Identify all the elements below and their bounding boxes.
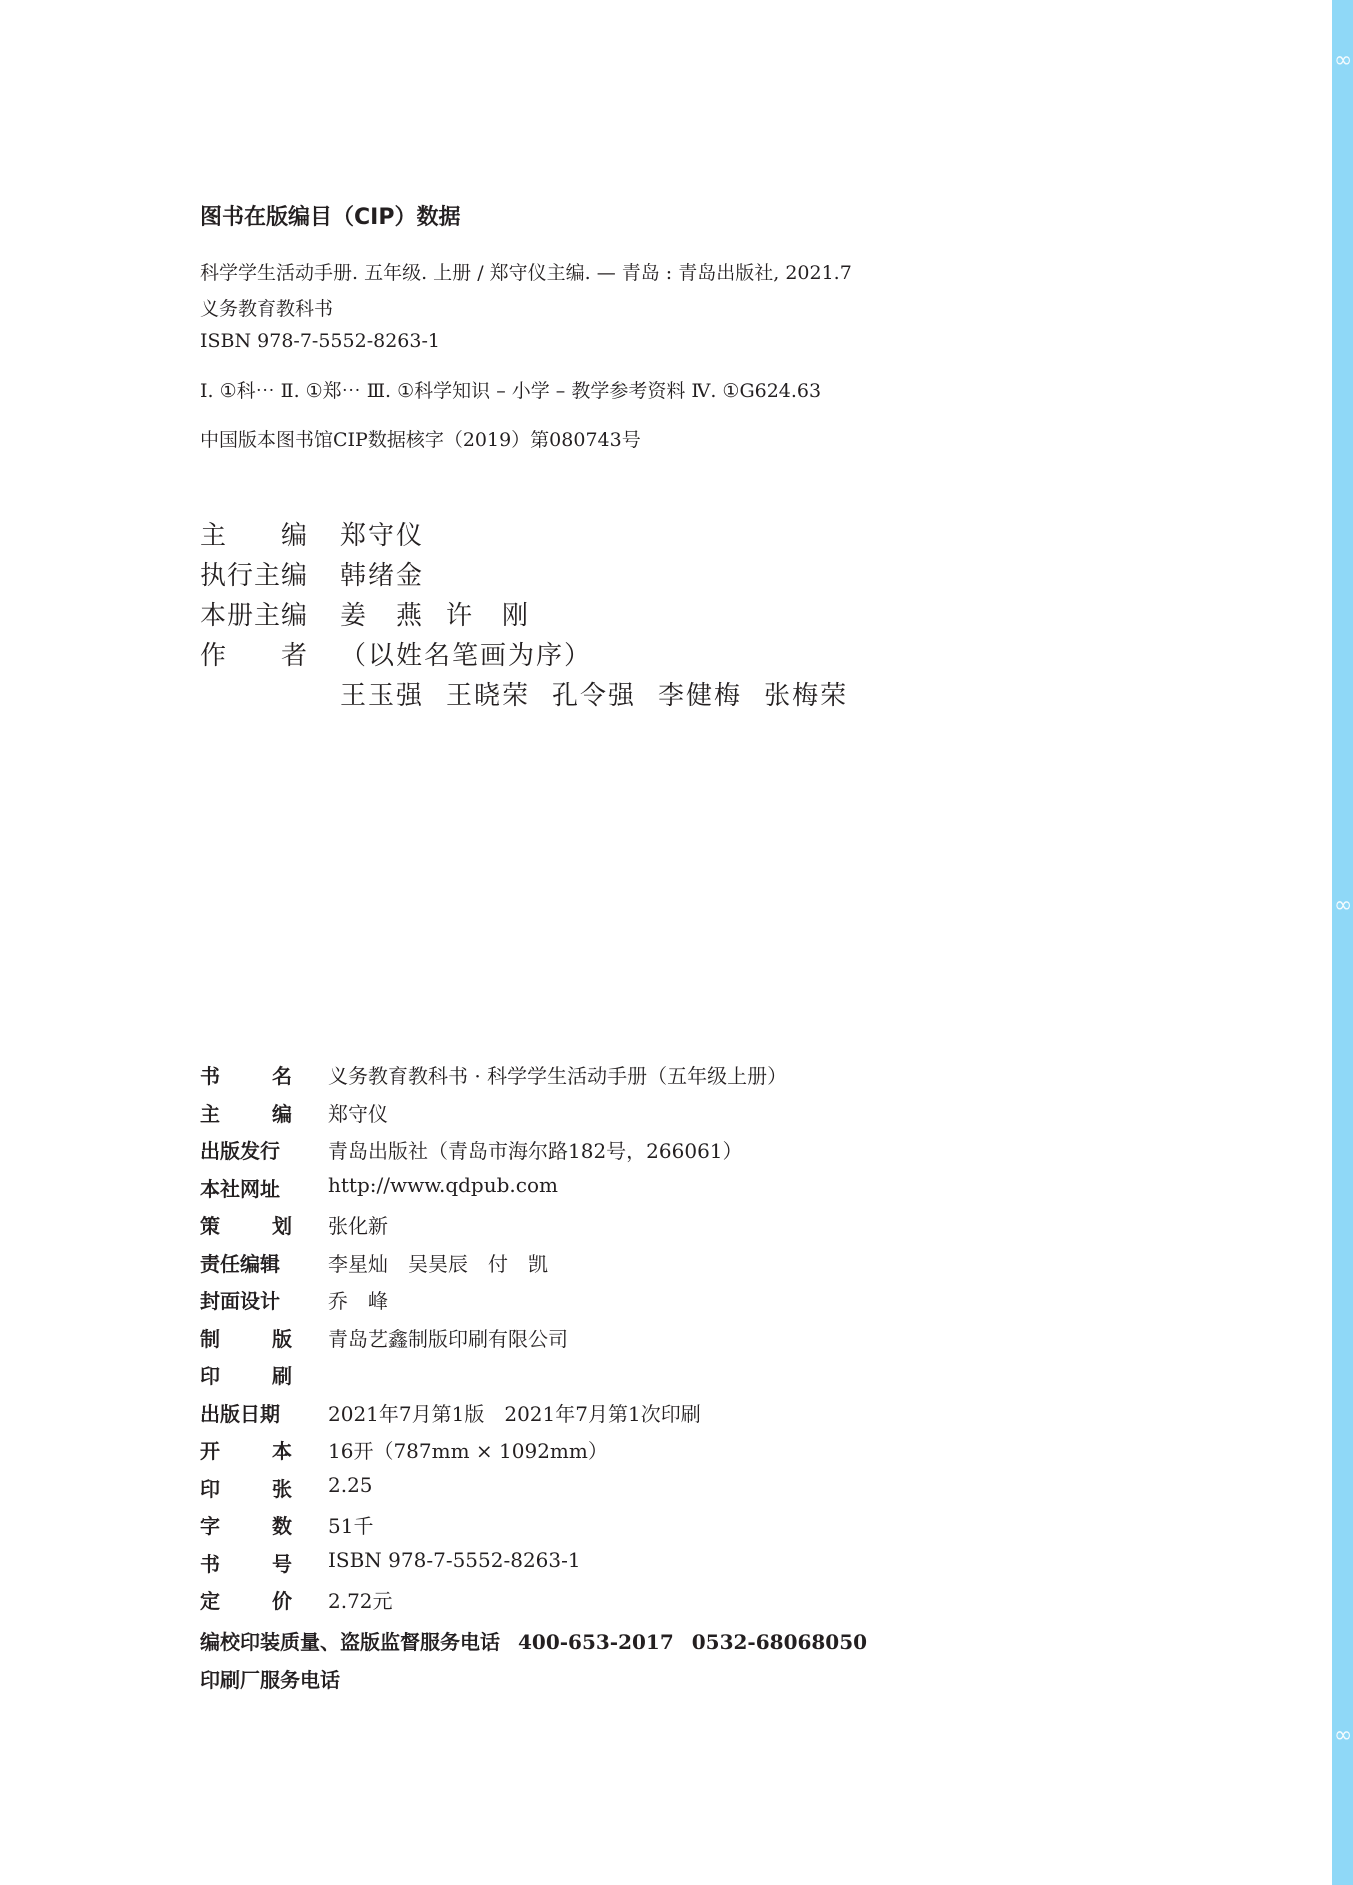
info-label-text: 书 (200, 1551, 220, 1576)
info-label-text: 书 (200, 1064, 220, 1088)
info-label-text: 价 (272, 1589, 292, 1613)
credit-name: 韩绪金 (340, 561, 425, 591)
info-label (200, 1548, 292, 1577)
info-label-text: 张 (272, 1476, 292, 1501)
info-label (200, 1435, 292, 1464)
info-value: 2.25 (328, 1472, 373, 1497)
credit-name: 张梅荣 (764, 681, 849, 711)
hotline-phone-1: 400-653-2017 (518, 1630, 674, 1654)
info-label (200, 1398, 292, 1427)
info-value: 李星灿 吴昊辰 付 凯 (328, 1251, 548, 1276)
info-label (200, 1060, 292, 1089)
credit-names (340, 595, 530, 632)
credit-name: 王玉强 (340, 681, 425, 711)
info-value: http://www.qdpub.com (328, 1172, 558, 1197)
ornament-icon: ∞ (1334, 893, 1353, 918)
info-label-text: 策 (200, 1214, 220, 1238)
info-label (200, 1585, 292, 1614)
info-label-text: 号 (272, 1551, 292, 1576)
info-label-text: 字 (200, 1514, 220, 1538)
info-value: 2.72元 (328, 1589, 393, 1613)
info-value: 青岛出版社（青岛市海尔路182号，266061） (328, 1139, 743, 1163)
cip-line: 中国版本图书馆CIP数据核字（2019）第080743号 (200, 429, 641, 451)
info-label-text: 主 (200, 1101, 220, 1126)
info-label (200, 1210, 292, 1239)
info-label-text: 制 (200, 1326, 220, 1351)
info-label-text: 刷 (272, 1364, 292, 1388)
info-label-text: 开 (200, 1439, 220, 1463)
info-value: 郑守仪 (328, 1101, 388, 1126)
printer-phone-label: 印刷厂服务电话 (200, 1668, 340, 1692)
info-value: 16开（787mm × 1092mm） (328, 1439, 608, 1463)
cip-title: 图书在版编目（CIP）数据 (200, 205, 461, 230)
info-value: 张化新 (328, 1214, 388, 1238)
info-label-text: 本社网址 (200, 1176, 280, 1201)
credit-role: 主 编 (200, 521, 309, 551)
info-label (200, 1323, 292, 1352)
credit-name: 李健梅 (658, 681, 743, 711)
credit-name: （以姓名笔画为序） (340, 641, 593, 671)
info-value: 乔 峰 (328, 1289, 388, 1313)
credit-role: 执行主编 (200, 561, 309, 591)
info-label-text: 数 (272, 1514, 292, 1538)
info-label-text: 划 (272, 1214, 292, 1238)
info-value: 51千 (328, 1514, 374, 1538)
info-label (200, 1285, 292, 1314)
credit-name: 姜 燕 (340, 601, 425, 631)
hotline-phone-2: 0532-68068050 (691, 1630, 868, 1654)
info-label (200, 1135, 292, 1164)
info-label-text: 本 (272, 1439, 292, 1463)
credit-role: 本册主编 (200, 601, 309, 631)
credit-names (340, 675, 848, 712)
info-label-text: 定 (200, 1589, 220, 1613)
credit-name: 许 刚 (446, 601, 531, 631)
credit-name: 王晓荣 (446, 681, 531, 711)
ornament-icon: ∞ (1334, 48, 1353, 73)
info-label-text: 名 (272, 1064, 292, 1088)
ornament-icon: ∞ (1334, 1723, 1353, 1748)
credit-names (340, 555, 424, 592)
credit-role: 作 者 (200, 641, 309, 671)
credit-names (340, 635, 592, 672)
info-value: ISBN 978-7-5552-8263-1 (328, 1547, 581, 1572)
info-label-text: 印 (200, 1364, 220, 1388)
info-label (200, 1360, 292, 1389)
info-label (200, 1248, 292, 1277)
credit-name: 郑守仪 (340, 521, 425, 551)
info-label-text: 编 (272, 1101, 292, 1126)
info-label-text: 出版日期 (200, 1401, 280, 1426)
info-label (200, 1173, 292, 1202)
info-label-text: 印 (200, 1476, 220, 1501)
info-label (200, 1473, 292, 1502)
info-label-text: 出版发行 (200, 1139, 280, 1163)
cip-line: Ⅰ. ①科⋯ Ⅱ. ①郑⋯ Ⅲ. ①科学知识 – 小学 – 教学参考资料 Ⅳ. ①G624.63 (200, 380, 822, 402)
info-label (200, 1510, 292, 1539)
cip-line: ISBN 978-7-5552-8263-1 (200, 330, 440, 352)
cip-line: 义务教育教科书 (200, 298, 334, 320)
info-label (200, 1098, 292, 1127)
side-color-band (1332, 0, 1353, 1885)
info-label-text: 版 (272, 1326, 292, 1351)
info-label-text: 封面设计 (200, 1289, 280, 1313)
credit-name: 孔令强 (552, 681, 637, 711)
credit-names (340, 515, 424, 552)
quality-hotline (200, 1626, 867, 1655)
info-value: 青岛艺鑫制版印刷有限公司 (328, 1326, 568, 1351)
cip-line: 科学学生活动手册. 五年级. 上册 / 郑守仪主编. — 青岛 : 青岛出版社, 2021.7 (200, 262, 852, 284)
info-value: 义务教育教科书 · 科学学生活动手册（五年级上册） (328, 1064, 788, 1088)
info-label-text: 责任编辑 (200, 1251, 280, 1276)
info-value: 2021年7月第1版 2021年7月第1次印刷 (328, 1401, 701, 1426)
hotline-label: 编校印装质量、盗版监督服务电话 (200, 1630, 500, 1654)
